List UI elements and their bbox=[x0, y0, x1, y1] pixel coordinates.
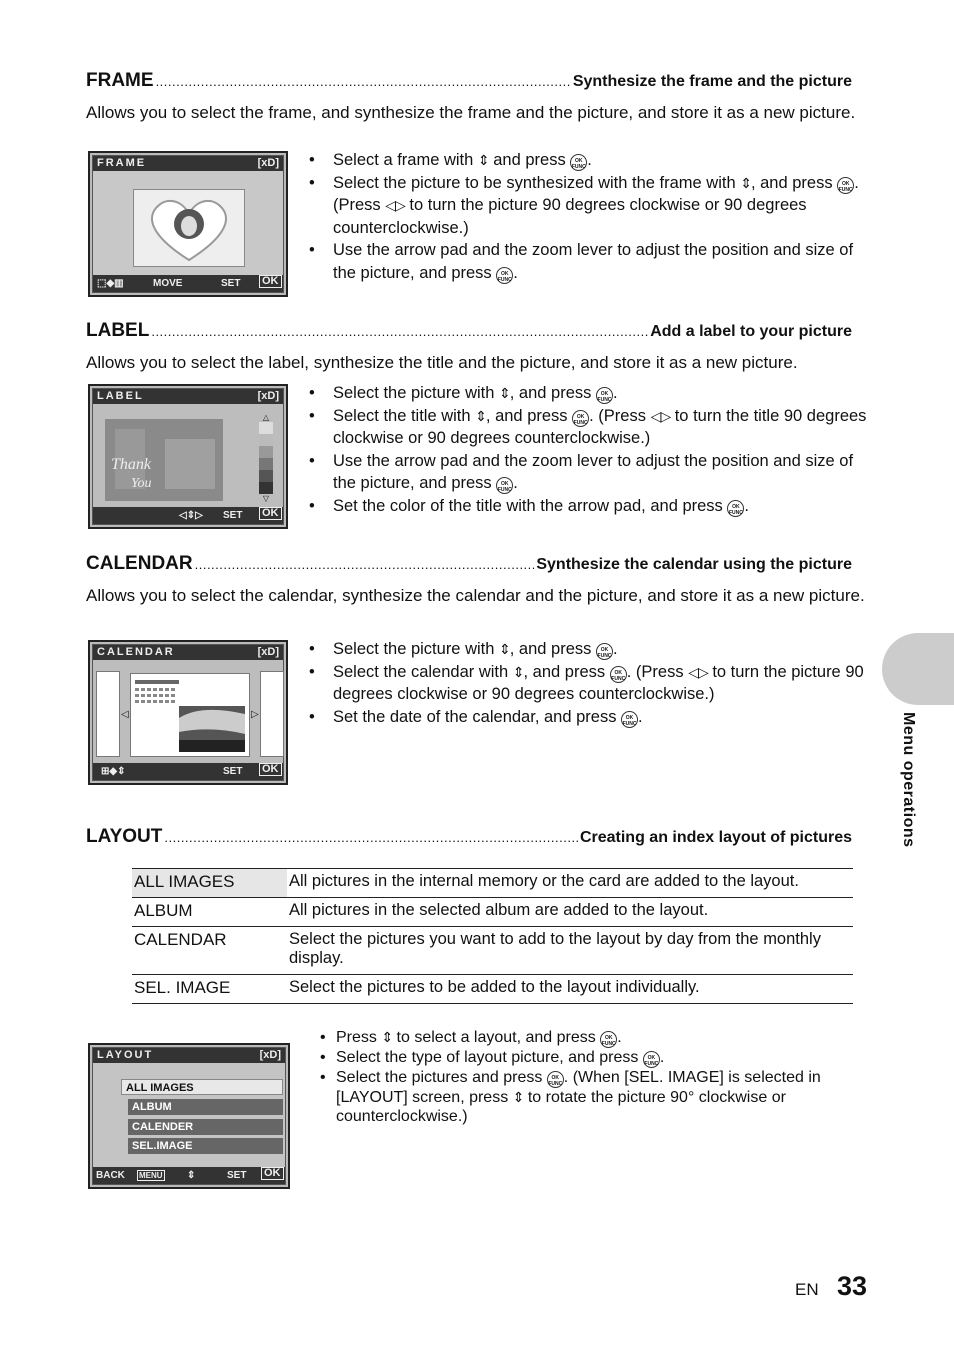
move-label: MOVE bbox=[153, 278, 183, 289]
media-indicator: [xD] bbox=[259, 1049, 281, 1061]
frame-screen bbox=[88, 151, 288, 297]
media-indicator: [xD] bbox=[257, 646, 279, 658]
ok-func-button-icon: OK FUNC bbox=[496, 477, 513, 494]
table-row bbox=[132, 927, 853, 975]
ok-func-button-icon: OK FUNC bbox=[727, 500, 744, 517]
language-label: EN bbox=[795, 1280, 819, 1299]
ok-func-button-icon: OK FUNC bbox=[496, 267, 513, 284]
menu-item-all-images: ALL IMAGES bbox=[121, 1079, 283, 1095]
svg-text:You: You bbox=[131, 476, 152, 491]
arrow-updown-icon: ⇕ bbox=[499, 385, 510, 401]
calendar-preview bbox=[130, 673, 250, 757]
table-value: Select the pictures to be added to the layout individually. bbox=[287, 975, 853, 1004]
calendar-layout-icon: ⊞◆⇕ bbox=[101, 766, 126, 777]
layout-screen bbox=[88, 1043, 290, 1189]
set-label: SET bbox=[227, 1170, 247, 1181]
frame-description: Synthesize the frame and the picture bbox=[572, 73, 852, 90]
list-item: • Use the arrow pad and the zoom lever to adjust the position and size of the picture, and press OK FUNC. bbox=[309, 450, 869, 495]
label-description: Add a label to your picture bbox=[650, 323, 852, 340]
frame-preview bbox=[133, 189, 245, 267]
page-number: 33 bbox=[837, 1271, 868, 1301]
table-value: All pictures in the selected album are added to the layout. bbox=[287, 898, 853, 927]
list-item: • Set the date of the calendar, and press OK FUNC. bbox=[309, 706, 869, 729]
table-key: CALENDAR bbox=[132, 927, 287, 975]
arrow-left-icon: ◁ bbox=[121, 709, 129, 720]
calendar-screen bbox=[88, 640, 288, 785]
color-slider: △ ▽ bbox=[259, 413, 273, 503]
label-steps bbox=[309, 382, 869, 517]
menu-button-icon: MENU bbox=[139, 1171, 163, 1180]
list-item: • Set the color of the title with the arrow pad, and press OK FUNC. bbox=[309, 495, 869, 518]
ok-icon: OK bbox=[259, 507, 282, 520]
arrow-leftright-icon: ◁▷ bbox=[650, 407, 671, 424]
calendar-header bbox=[86, 553, 852, 577]
table-row bbox=[132, 975, 853, 1004]
set-label: SET bbox=[223, 510, 243, 521]
list-item: • Select the picture with ⇕, and press OK FUNC. bbox=[309, 638, 869, 661]
arrow-updown-icon: ⇕ bbox=[499, 641, 510, 657]
ok-func-button-icon: OK FUNC bbox=[837, 177, 854, 194]
ok-func-button-icon: OK FUNC bbox=[570, 154, 587, 171]
menu-item-calender: CALENDER bbox=[128, 1119, 283, 1135]
screen-title: LABEL bbox=[97, 390, 144, 402]
media-indicator: [xD] bbox=[257, 157, 279, 169]
calendar-steps bbox=[309, 638, 869, 728]
table-row bbox=[132, 869, 853, 898]
heart-frame-icon bbox=[134, 190, 244, 266]
arrow-leftright-icon: ◁▷ bbox=[385, 197, 405, 213]
calendar-description: Synthesize the calendar using the picture bbox=[536, 556, 852, 573]
table-key: ALBUM bbox=[132, 898, 287, 927]
ok-func-button-icon: OK FUNC bbox=[572, 410, 589, 427]
table-row bbox=[132, 898, 853, 927]
arrow-updown-icon: ⇕ bbox=[512, 1089, 524, 1105]
ok-func-button-icon: OK FUNC bbox=[610, 666, 627, 683]
layout-options-table bbox=[132, 868, 853, 1004]
leader-dots bbox=[164, 830, 578, 845]
frame-steps bbox=[309, 149, 869, 284]
list-item: • Select the pictures and press OK FUNC. (When [SEL. IMAGE] is selected in [LAYOUT] screen, press ⇕ to rotate the picture 90° clockwise or counterclockwise.) bbox=[320, 1068, 860, 1126]
ok-icon: OK bbox=[259, 275, 282, 288]
section-tab bbox=[882, 633, 954, 705]
label-title: LABEL bbox=[86, 320, 150, 341]
list-item: • Use the arrow pad and the zoom lever to adjust the position and size of the picture, and press OK FUNC. bbox=[309, 239, 869, 284]
list-item: • Select the picture to be synthesized with the frame with ⇕, and press OK FUNC. (Press ◁▷ to turn the picture 90 degrees clockwise or 90 degrees counterclockwise.) bbox=[309, 172, 869, 240]
leader-dots bbox=[195, 557, 535, 572]
svg-text:Thank: Thank bbox=[111, 456, 151, 473]
ok-icon: OK bbox=[259, 763, 282, 776]
label-header bbox=[86, 320, 852, 344]
arrow-right-icon: ▷ bbox=[251, 709, 259, 720]
screen-title: CALENDAR bbox=[97, 646, 175, 658]
menu-item-sel-image: SEL.IMAGE bbox=[128, 1138, 283, 1154]
side-tab-label: Menu operations bbox=[900, 712, 917, 848]
arrow-pad-icon: ◁⇕▷ bbox=[179, 510, 203, 521]
frame-header bbox=[86, 70, 852, 94]
back-label: BACK bbox=[96, 1170, 125, 1181]
ok-func-button-icon: OK FUNC bbox=[621, 711, 638, 728]
label-preview bbox=[105, 419, 223, 501]
menu-item-album: ALBUM bbox=[128, 1099, 283, 1115]
screen-title: LAYOUT bbox=[97, 1049, 154, 1061]
frame-title: FRAME bbox=[86, 70, 154, 91]
arrow-leftright-icon: ◁▷ bbox=[688, 663, 708, 680]
ok-func-button-icon: OK FUNC bbox=[547, 1071, 564, 1088]
arrow-updown-icon: ⇕ bbox=[381, 1029, 393, 1045]
set-label: SET bbox=[221, 278, 241, 289]
arrow-updown-icon: ⇕ bbox=[740, 174, 751, 191]
list-item: • Press ⇕ to select a layout, and press OK FUNC. bbox=[320, 1028, 860, 1048]
calendar-title: CALENDAR bbox=[86, 553, 193, 574]
media-indicator: [xD] bbox=[257, 390, 279, 402]
ok-func-button-icon: OK FUNC bbox=[600, 1031, 617, 1048]
arrow-updown-icon: ⇕ bbox=[512, 663, 524, 680]
table-value: All pictures in the internal memory or the card are added to the layout. bbox=[287, 869, 853, 898]
list-item: • Select the calendar with ⇕, and press OK FUNC. (Press ◁▷ to turn the picture 90 degrees clockwise or 90 degrees counterclockwise.) bbox=[309, 661, 869, 706]
arrow-updown-icon: ⇕ bbox=[187, 1170, 196, 1181]
calendar-intro: Allows you to select the calendar, synthesize the calendar and the picture, and store it as a new picture. bbox=[86, 586, 865, 605]
frame-intro: Allows you to select the frame, and synthesize the frame and the picture, and store it as a new picture. bbox=[86, 103, 856, 122]
list-item: • Select the picture with ⇕, and press OK FUNC. bbox=[309, 382, 869, 405]
calendar-grid-icon bbox=[131, 674, 249, 756]
list-item: • Select the type of layout picture, and press OK FUNC. bbox=[320, 1048, 860, 1068]
table-key: ALL IMAGES bbox=[132, 869, 287, 898]
leader-dots bbox=[151, 324, 648, 339]
ok-func-button-icon: OK FUNC bbox=[643, 1051, 660, 1068]
layout-description: Creating an index layout of pictures bbox=[579, 829, 852, 846]
next-calendar-thumb bbox=[260, 671, 284, 757]
arrow-updown-icon: ⇕ bbox=[477, 152, 489, 168]
table-value: Select the pictures you want to add to the layout by day from the monthly display. bbox=[287, 927, 853, 975]
thank-you-label-icon bbox=[105, 419, 223, 501]
ok-func-button-icon: OK FUNC bbox=[596, 387, 613, 404]
label-intro: Allows you to select the label, synthesize the title and the picture, and store it as a new picture. bbox=[86, 353, 798, 372]
table-key: SEL. IMAGE bbox=[132, 975, 287, 1004]
set-label: SET bbox=[223, 766, 243, 777]
ok-icon: OK bbox=[261, 1167, 284, 1180]
layout-header bbox=[86, 826, 852, 850]
layout-title: LAYOUT bbox=[86, 826, 163, 847]
list-item: • Select a frame with ⇕ and press OK FUNC. bbox=[309, 149, 869, 172]
frame-icon: ⬚◆▥ bbox=[97, 278, 124, 289]
layout-steps bbox=[320, 1028, 860, 1126]
ok-func-button-icon: OK FUNC bbox=[596, 643, 613, 660]
list-item: • Select the title with ⇕, and press OK FUNC. (Press ◁▷ to turn the title 90 degrees clockwise or 90 degrees counterclockwise.) bbox=[309, 405, 869, 450]
prev-calendar-thumb bbox=[96, 671, 120, 757]
label-screen bbox=[88, 384, 288, 529]
arrow-updown-icon: ⇕ bbox=[475, 407, 486, 424]
screen-title: FRAME bbox=[97, 157, 147, 169]
leader-dots bbox=[156, 74, 571, 89]
